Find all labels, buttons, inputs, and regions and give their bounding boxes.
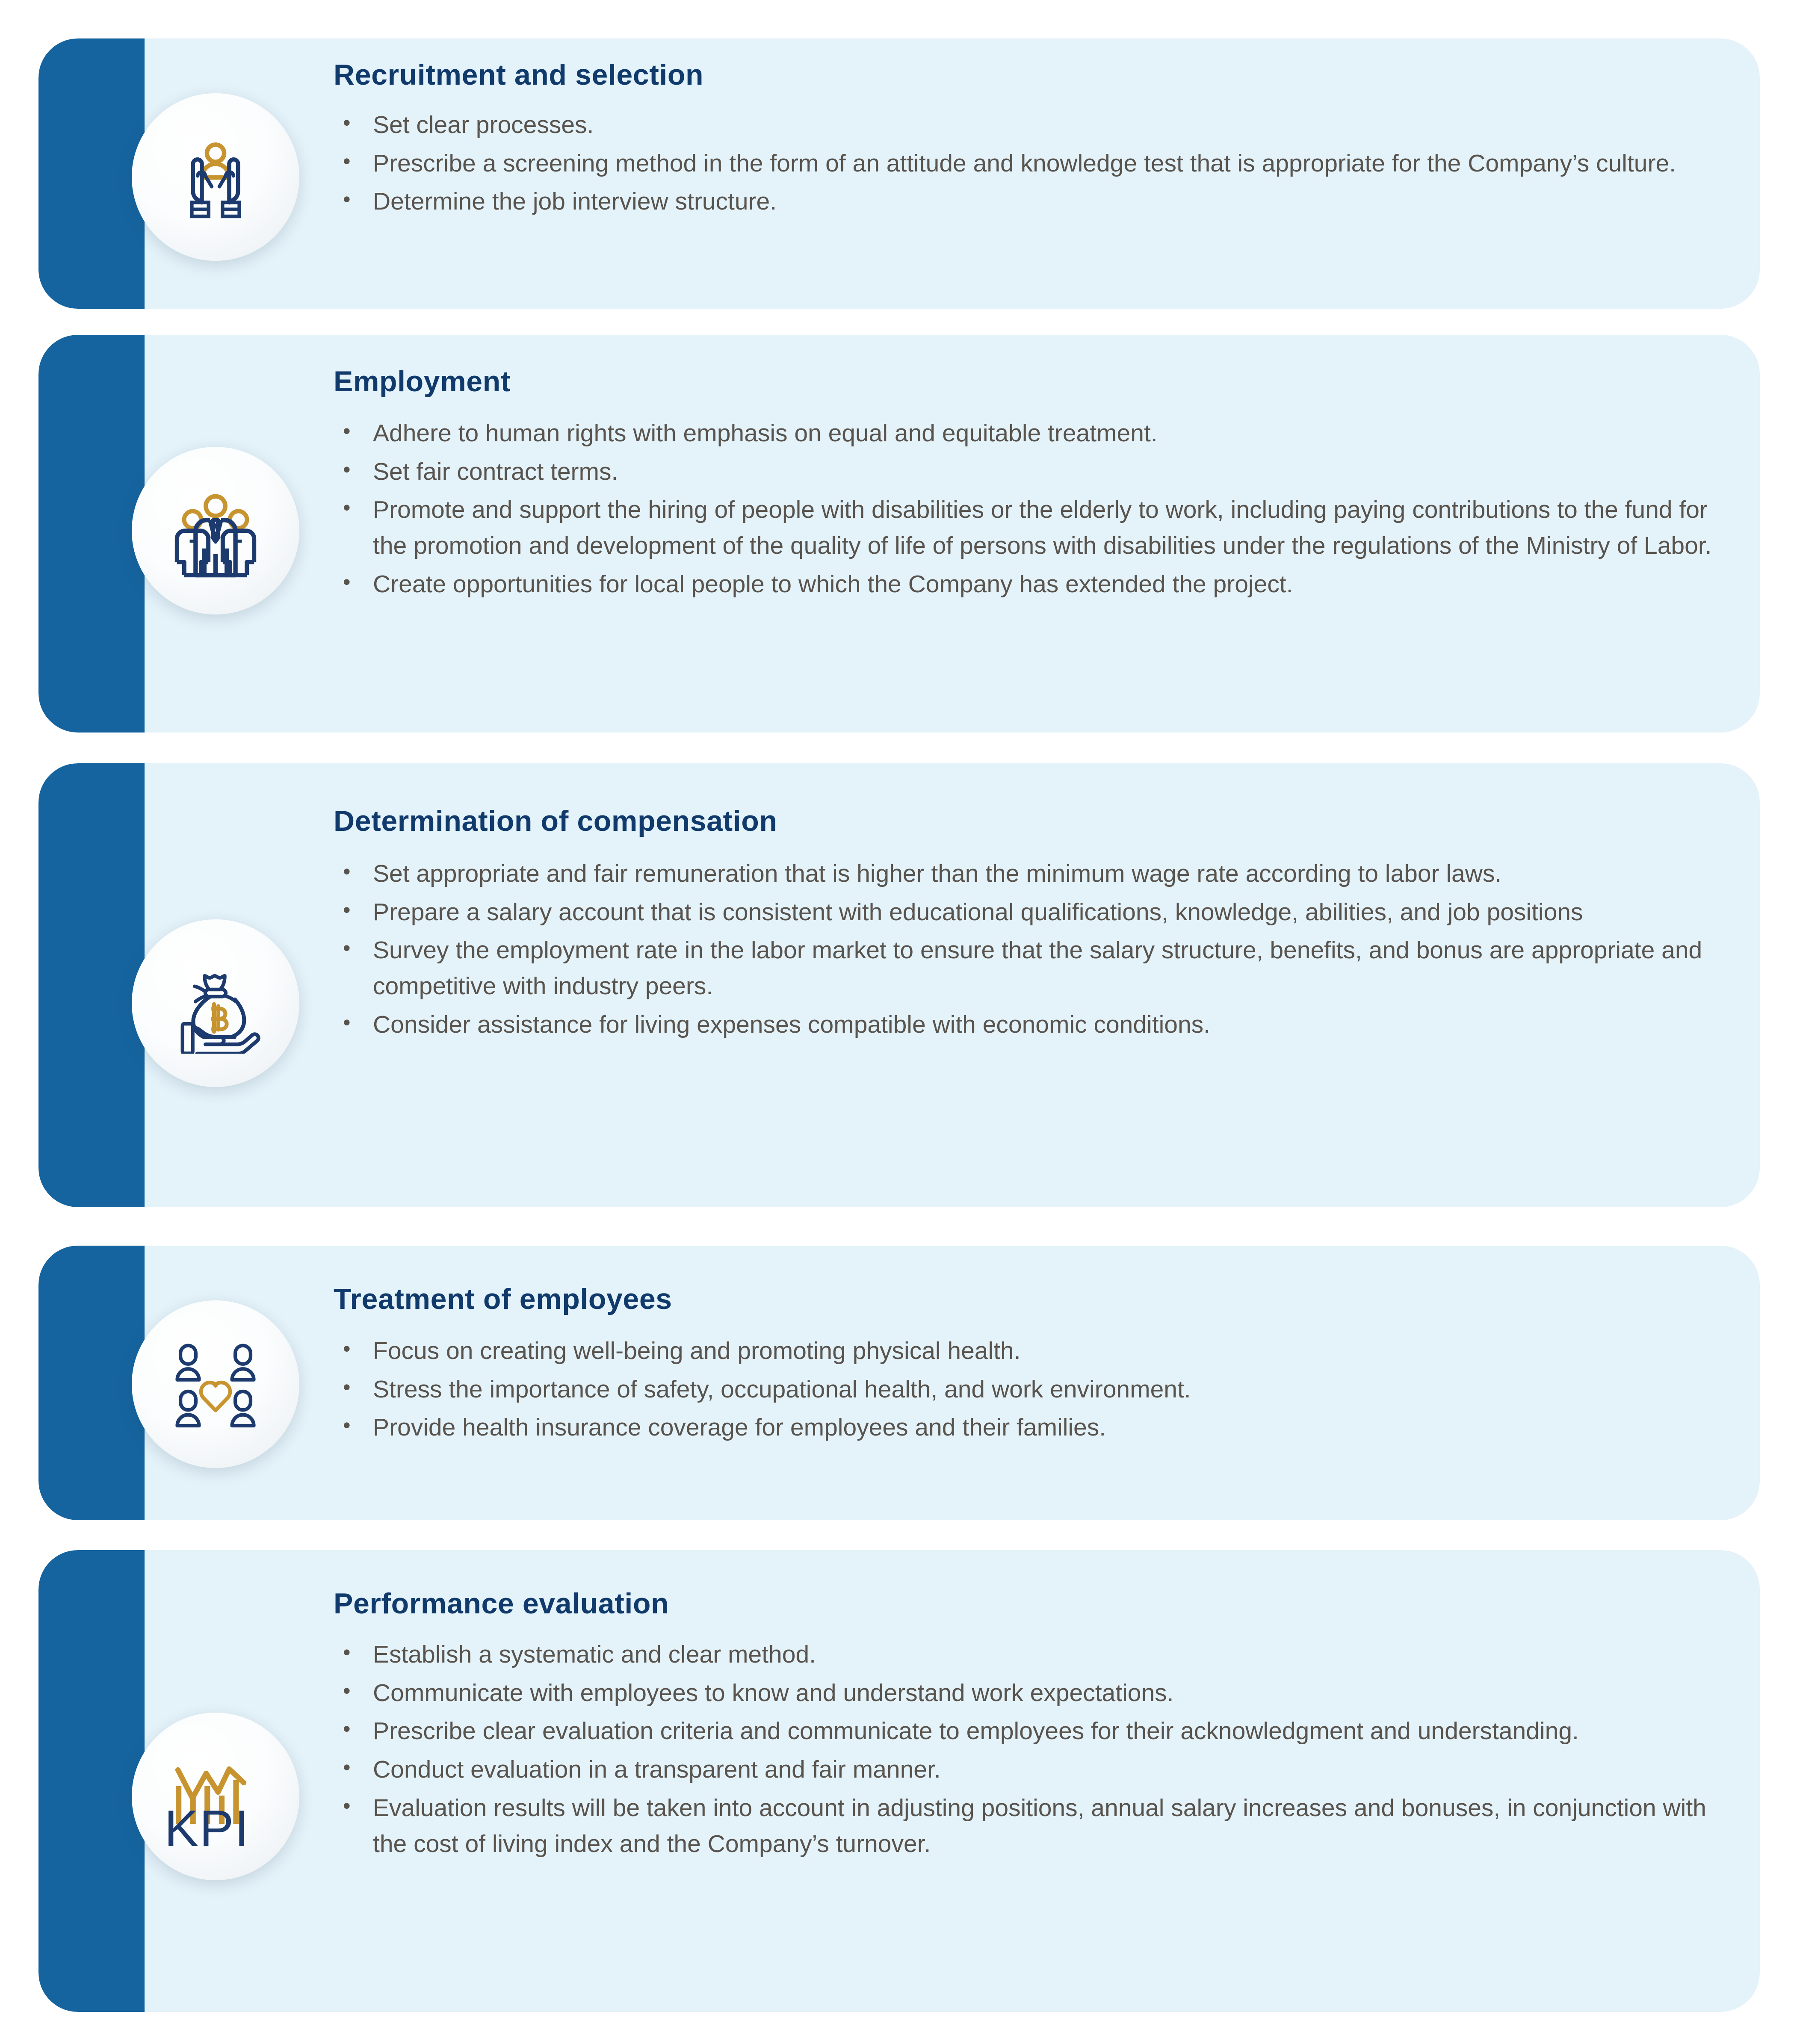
list-item: • Set fair contract terms. <box>334 454 1712 490</box>
bullet-list <box>334 1333 1712 1446</box>
list-item: • Set appropriate and fair remuneration that is higher than the minimum wage rate according to labor laws. <box>334 856 1712 892</box>
kpi-chart-icon <box>132 1713 299 1880</box>
card-body <box>334 1246 1712 1520</box>
list-item: • Prescribe a screening method in the form of an attitude and knowledge test that is appropriate for the Company’s culture. <box>334 146 1712 182</box>
list-item: • Communicate with employees to know and understand work expectations. <box>334 1675 1712 1711</box>
card-body <box>334 335 1712 733</box>
hands-holding-person-icon <box>132 93 299 261</box>
list-item: • Survey the employment rate in the labor market to ensure that the salary structure, benefits, and bonus are appropriate and competitive with industry peers. <box>334 933 1712 1004</box>
accent-bar <box>38 335 145 733</box>
card-performance-evaluation <box>38 1550 1760 2012</box>
people-around-heart-icon <box>132 1300 299 1468</box>
card-recruitment-and-selection <box>38 38 1760 309</box>
card-title: Treatment of employees <box>334 1283 672 1315</box>
accent-bar <box>38 763 145 1207</box>
list-item: • Determine the job interview structure. <box>334 184 1712 220</box>
list-item: • Provide health insurance coverage for employees and their families. <box>334 1410 1712 1446</box>
card-determination-of-compensation <box>38 763 1760 1207</box>
bullet-list <box>334 856 1712 1043</box>
list-item: • Conduct evaluation in a transparent and fair manner. <box>334 1752 1712 1788</box>
card-body <box>334 763 1712 1207</box>
list-item: • Consider assistance for living expenses compatible with economic conditions. <box>334 1007 1712 1043</box>
bullet-list <box>334 107 1712 220</box>
bullet-list <box>334 416 1712 603</box>
card-body <box>334 38 1712 309</box>
list-item: • Establish a systematic and clear method. <box>334 1637 1712 1673</box>
accent-bar <box>38 38 145 309</box>
accent-bar <box>38 1550 145 2012</box>
accent-bar <box>38 1246 145 1520</box>
card-title: Determination of compensation <box>334 805 777 837</box>
list-item: • Set clear processes. <box>334 107 1712 143</box>
card-treatment-of-employees <box>38 1246 1760 1520</box>
list-item: • Focus on creating well-being and promoting physical health. <box>334 1333 1712 1369</box>
list-item: • Evaluation results will be taken into account in adjusting positions, annual salary increases and bonuses, in conjunction with the cost of living index and the Company’s turnover. <box>334 1790 1712 1862</box>
list-item: • Prescribe clear evaluation criteria and communicate to employees for their acknowledgment and understanding. <box>334 1713 1712 1749</box>
card-employment <box>38 335 1760 733</box>
card-title: Performance evaluation <box>334 1587 669 1620</box>
list-item: • Promote and support the hiring of people with disabilities or the elderly to work, including paying contributions to the fund for the promotion and development of the quality of life of persons with disabilities under the regulations of the Ministry of Labor. <box>334 492 1712 564</box>
card-title: Recruitment and selection <box>334 59 704 91</box>
kpi-icon-label: KPI <box>164 1800 250 1848</box>
list-item: • Adhere to human rights with emphasis on equal and equitable treatment. <box>334 416 1712 452</box>
card-body <box>334 1550 1712 2012</box>
card-title: Employment <box>334 365 511 398</box>
bullet-list <box>334 1637 1712 1862</box>
list-item: • Create opportunities for local people to which the Company has extended the project. <box>334 567 1712 603</box>
hand-holding-money-bag-baht-icon <box>132 919 299 1087</box>
list-item: • Stress the importance of safety, occupational health, and work environment. <box>334 1372 1712 1408</box>
list-item: • Prepare a salary account that is consistent with educational qualifications, knowledge, abilities, and job positions <box>334 895 1712 930</box>
three-people-team-icon <box>132 447 299 614</box>
